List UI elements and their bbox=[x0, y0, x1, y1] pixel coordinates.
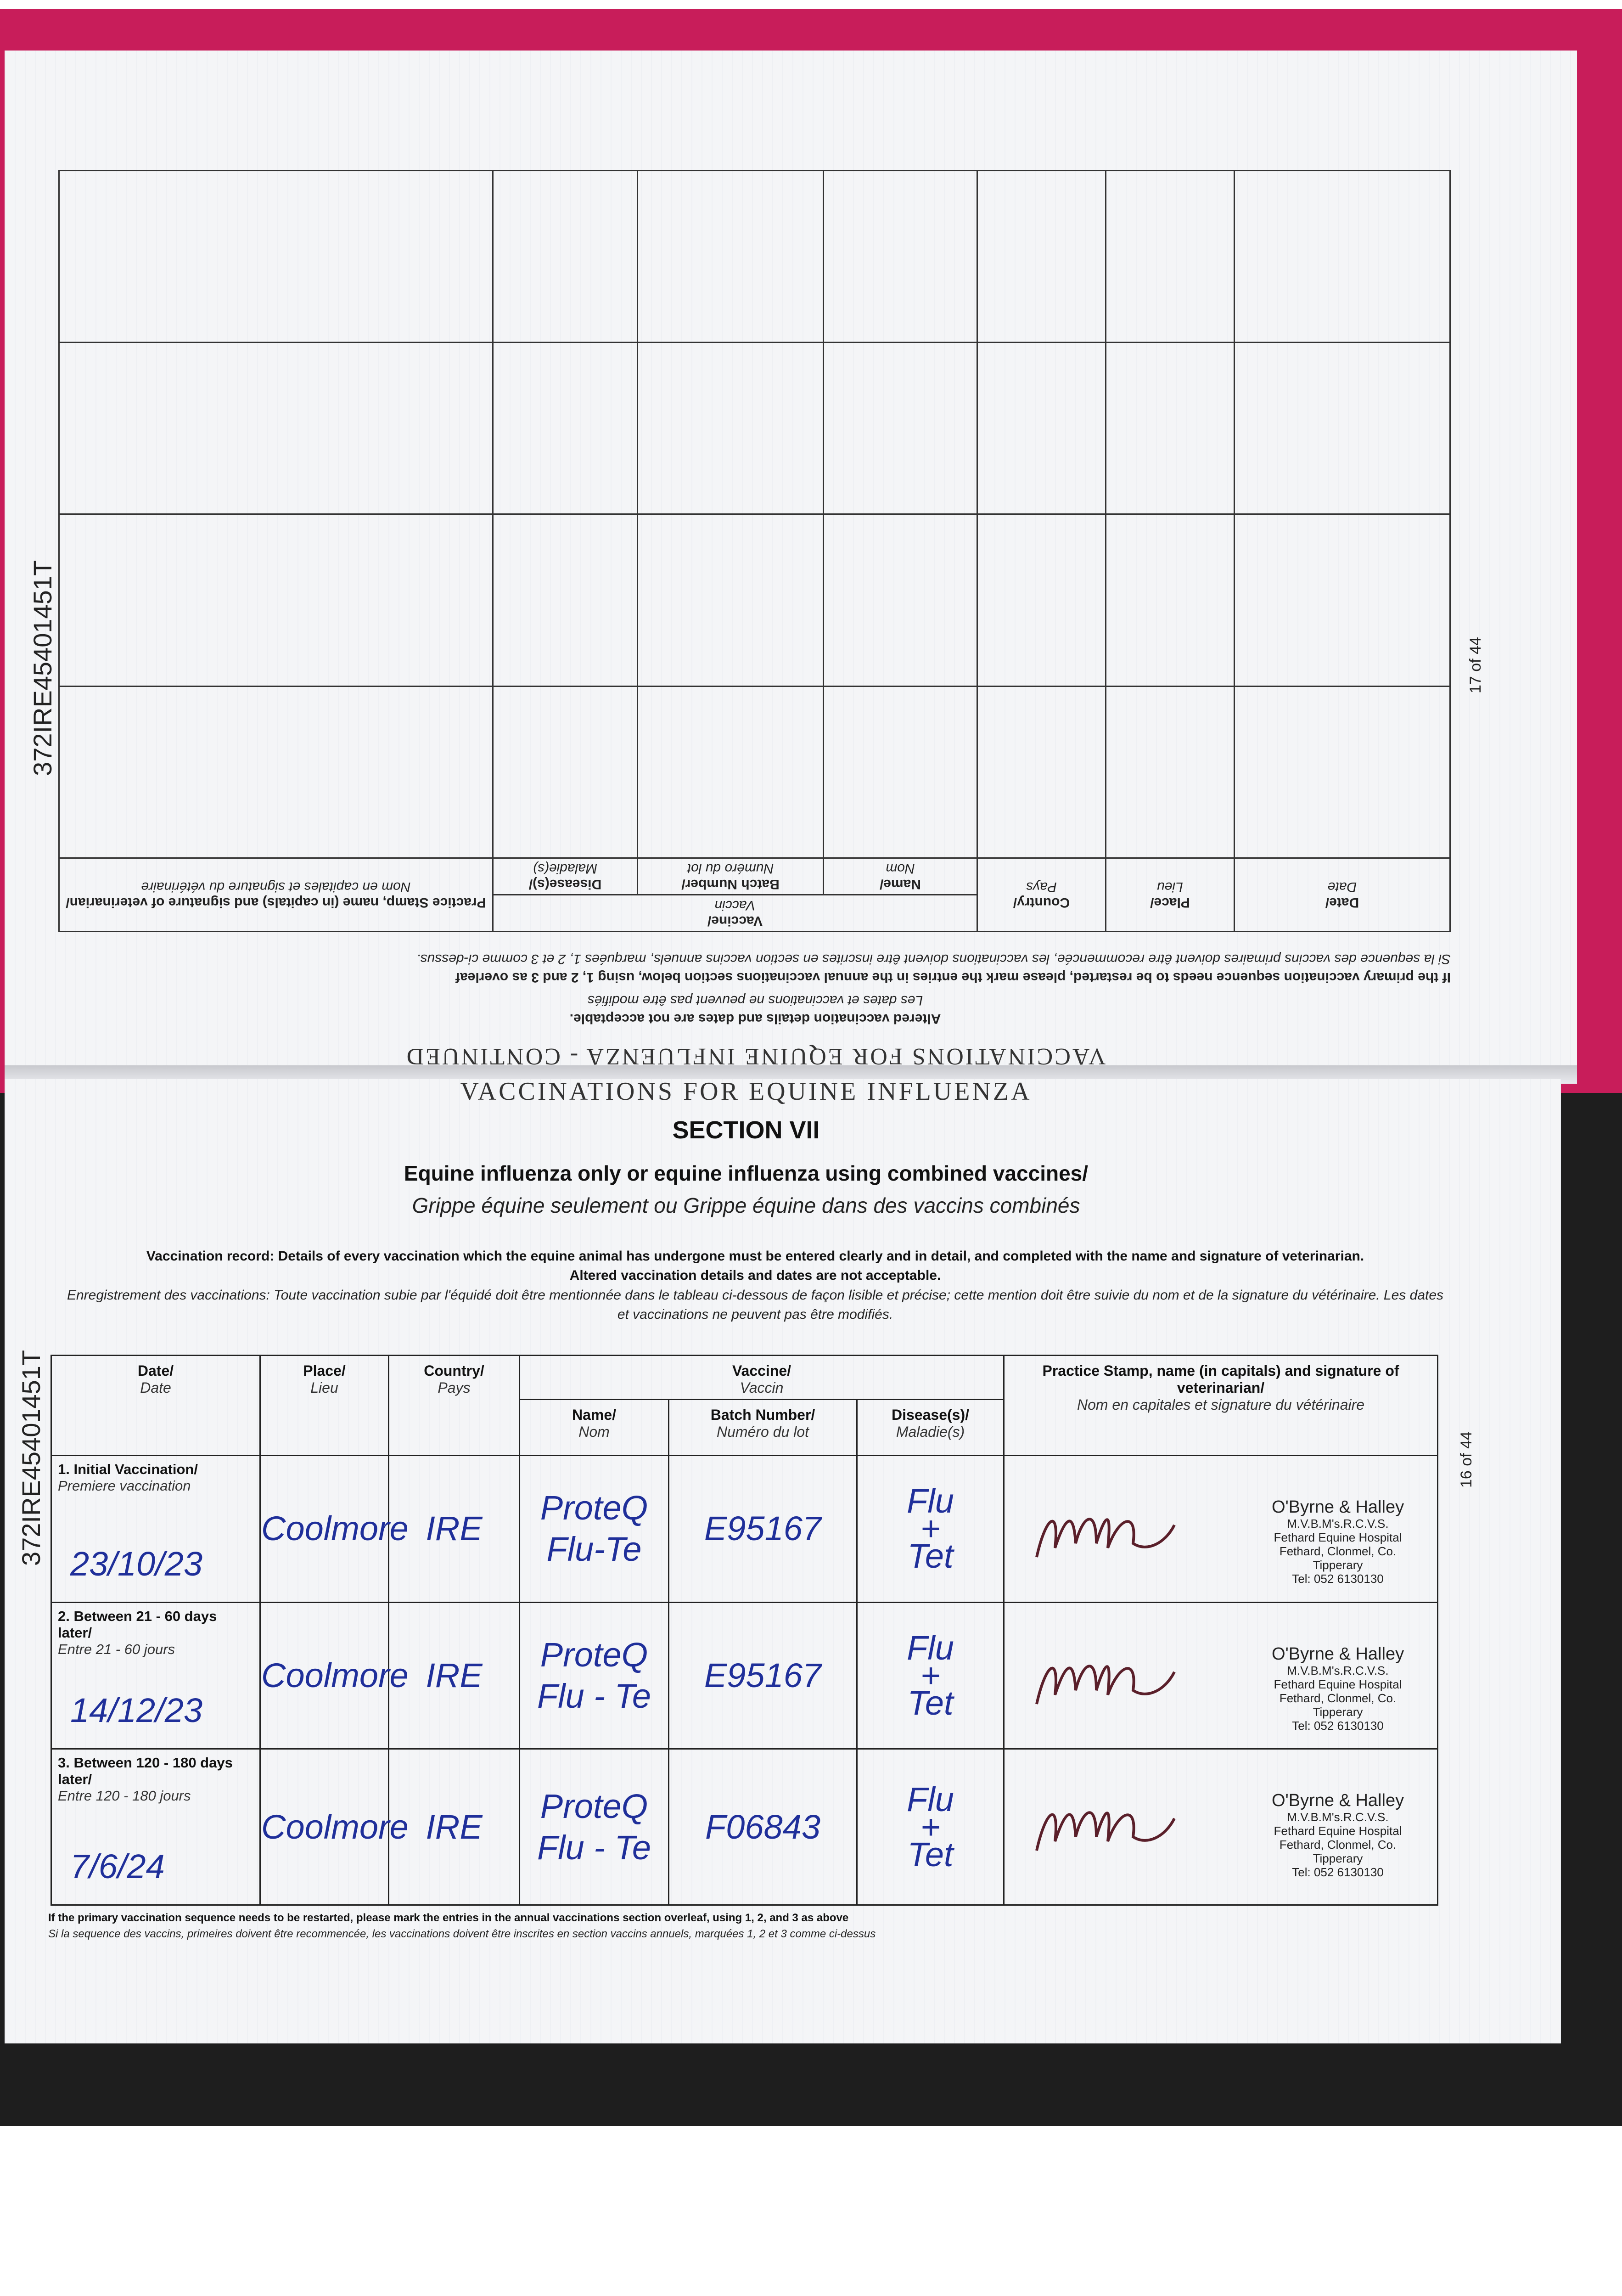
place-cell[interactable] bbox=[260, 1602, 409, 1749]
upper-col-stamp: Practice Stamp, name (in capitals) and signature of veterinarian/ Nom en capitales et signature du vétérinaire bbox=[59, 858, 493, 932]
upper-empty-row[interactable] bbox=[59, 171, 1450, 343]
date-cell[interactable] bbox=[51, 1456, 260, 1603]
vaccine-name-cell[interactable] bbox=[520, 1602, 669, 1749]
upper-col-disease: Disease(s)/ Maladie(s) bbox=[493, 858, 637, 895]
place-value: Coolmore bbox=[261, 1509, 409, 1548]
upper-col-date: Date/ Date bbox=[1235, 858, 1450, 932]
vaccine-name-line: ProteQ bbox=[540, 1787, 648, 1825]
place-value: Coolmore bbox=[261, 1656, 409, 1694]
disease-line: Flu bbox=[907, 1482, 954, 1520]
lower-page-number: 16 of 44 bbox=[1458, 1431, 1475, 1488]
col-batch-number: Batch Number/ Numéro du lot bbox=[669, 1400, 857, 1456]
upper-col-place: Place/ Lieu bbox=[1106, 858, 1235, 932]
date-cell[interactable] bbox=[51, 1602, 260, 1749]
upper-header-row bbox=[59, 895, 1450, 932]
date-cell[interactable] bbox=[51, 1749, 260, 1905]
upper-col-name: Name/ Nom bbox=[824, 858, 977, 895]
vaccination-row bbox=[51, 1456, 1438, 1603]
disease-line: Tet bbox=[907, 1683, 954, 1722]
vaccine-name-line: Flu-Te bbox=[546, 1530, 642, 1569]
disease-cell[interactable] bbox=[857, 1749, 1004, 1905]
upper-col-vaccine: Vaccine/ Vaccin bbox=[493, 895, 977, 932]
upper-page-number: 17 of 44 bbox=[1467, 637, 1484, 693]
country-value: IRE bbox=[426, 1509, 483, 1548]
vaccine-name-line: ProteQ bbox=[540, 1489, 648, 1527]
country-value: IRE bbox=[426, 1656, 483, 1694]
stamp-cell[interactable] bbox=[1004, 1602, 1438, 1749]
upper-restart-note: If the primary vaccination sequence needs to be restarted, please mark the entries in the annual vaccinations section below, using 1, 2 and 3 as overleaf bbox=[455, 970, 1451, 985]
disease-line: Flu bbox=[907, 1628, 954, 1667]
col-practice-stamp: Practice Stamp, name (in capitals) and signature of veterinarian/ Nom en capitales et signature du vétérinaire bbox=[1004, 1356, 1438, 1456]
vaccination-table bbox=[51, 1355, 1438, 1906]
upper-empty-row[interactable] bbox=[59, 686, 1450, 858]
vaccination-row bbox=[51, 1749, 1438, 1905]
col-place: Place/ Lieu bbox=[260, 1356, 389, 1456]
batch-value: E95167 bbox=[704, 1509, 822, 1548]
upper-document-id: 372IRE45401451T bbox=[28, 560, 57, 776]
section-subtitle-fr: Grippe équine seulement ou Grippe équine dans des vaccins combinés bbox=[412, 1193, 1080, 1217]
veterinarian-signature bbox=[1027, 1782, 1179, 1860]
vaccination-row bbox=[51, 1602, 1438, 1749]
vaccine-name-cell[interactable] bbox=[520, 1456, 669, 1603]
upper-altered-note-fr: Les dates et vaccinations ne peuvent pas être modifiés bbox=[587, 993, 923, 1008]
country-value: IRE bbox=[426, 1807, 483, 1846]
vaccination-date: 14/12/23 bbox=[70, 1691, 203, 1730]
vaccine-name-cell[interactable] bbox=[520, 1749, 669, 1905]
practice-stamp: O'Byrne & Halley M.V.B.M's.R.C.V.S. Fethard Equine Hospital Fethard, Clonmel, Co. Tipperary Tel: 052 6130130 bbox=[1271, 1497, 1404, 1586]
upper-empty-row[interactable] bbox=[59, 343, 1450, 514]
lower-document-id: 372IRE45401451T bbox=[17, 1350, 45, 1566]
disease-cell[interactable] bbox=[857, 1602, 1004, 1749]
col-date: Date/ Date bbox=[51, 1356, 260, 1456]
restart-note: If the primary vaccination sequence needs to be restarted, please mark the entries in the annual vaccinations section overleaf, using 1, 2, and 3 as above bbox=[48, 1912, 849, 1924]
upper-restart-note-fr: Si la sequence des vaccins primaires doivent être recommencée, les vaccinations doivent être inscrites en section vaccins annuels, marquées 1, 2 et 3 comme ci-dessus. bbox=[416, 951, 1451, 967]
place-cell[interactable] bbox=[260, 1456, 409, 1603]
col-vaccine: Vaccine/ Vaccin bbox=[520, 1356, 1004, 1400]
place-cell[interactable] bbox=[260, 1749, 409, 1905]
section-number: SECTION VII bbox=[672, 1116, 820, 1144]
veterinarian-signature bbox=[1027, 1635, 1179, 1713]
disease-line: + bbox=[920, 1656, 941, 1694]
disease-line: + bbox=[920, 1509, 941, 1548]
record-instructions-fr: Enregistrement des vaccinations: Toute vaccination subie par l'équidé doit être mentionnée dans le tableau ci-dessous de façon lisible et précise; cette mention doit être suivie du nom et de la signature du vétérinaire. Les dates et vaccinations ne peuvent pas être modifiés. bbox=[67, 1288, 1444, 1322]
upper-col-batch: Batch Number/ Numéro du lot bbox=[638, 858, 824, 895]
upper-vaccination-table bbox=[58, 170, 1451, 932]
practice-stamp: O'Byrne & Halley M.V.B.M's.R.C.V.S. Fethard Equine Hospital Fethard, Clonmel, Co. Tipperary Tel: 052 6130130 bbox=[1271, 1791, 1404, 1880]
practice-stamp: O'Byrne & Halley M.V.B.M's.R.C.V.S. Fethard Equine Hospital Fethard, Clonmel, Co. Tipperary Tel: 052 6130130 bbox=[1271, 1644, 1404, 1733]
batch-cell[interactable] bbox=[669, 1602, 857, 1749]
batch-value: F06843 bbox=[705, 1807, 820, 1846]
upper-altered-note: Altered vaccination details and dates are not acceptable. bbox=[569, 1011, 941, 1026]
record-instructions: Vaccination record: Details of every vaccination which the equine animal has undergone must be entered clearly and in detail, and completed with the name and signature of veterinarian. Altered vaccination details and dates are not acceptable. bbox=[146, 1249, 1364, 1283]
batch-cell[interactable] bbox=[669, 1749, 857, 1905]
upper-col-country: Country/ Pays bbox=[977, 858, 1106, 932]
stamp-cell[interactable] bbox=[1004, 1456, 1438, 1603]
veterinarian-signature bbox=[1027, 1488, 1179, 1566]
col-country: Country/ Pays bbox=[389, 1356, 520, 1456]
col-diseases: Disease(s)/ Maladie(s) bbox=[857, 1400, 1004, 1456]
disease-line: Flu bbox=[907, 1780, 954, 1818]
step-label: 2. Between 21 - 60 days later/ Entre 21 - 60 jours bbox=[58, 1608, 217, 1657]
vaccination-date: 7/6/24 bbox=[70, 1847, 165, 1885]
step-label: 1. Initial Vaccination/ Premiere vaccination bbox=[58, 1461, 198, 1494]
disease-cell[interactable] bbox=[857, 1456, 1004, 1603]
vaccine-name-line: ProteQ bbox=[540, 1635, 648, 1674]
table-header-row bbox=[51, 1356, 1438, 1400]
batch-cell[interactable] bbox=[669, 1456, 857, 1603]
vaccine-name-line: Flu - Te bbox=[537, 1677, 651, 1715]
vaccination-date: 23/10/23 bbox=[70, 1544, 203, 1583]
section-heading: VACCINATIONS FOR EQUINE INFLUENZA bbox=[460, 1077, 1032, 1106]
step-label: 3. Between 120 - 180 days later/ Entre 120 - 180 jours bbox=[58, 1755, 233, 1804]
stamp-cell[interactable] bbox=[1004, 1749, 1438, 1905]
disease-line: + bbox=[920, 1807, 941, 1846]
upper-page-heading: VACCINATIONS FOR EQUINE INFLUENZA - CONTINUED bbox=[404, 1043, 1106, 1069]
upper-page-content bbox=[60, 170, 1451, 1070]
upper-empty-row[interactable] bbox=[59, 514, 1450, 686]
section-subtitle: Equine influenza only or equine influenza using combined vaccines/ bbox=[404, 1161, 1089, 1185]
place-value: Coolmore bbox=[261, 1807, 409, 1846]
disease-line: Tet bbox=[907, 1835, 954, 1874]
batch-value: E95167 bbox=[704, 1656, 822, 1694]
vaccine-name-line: Flu - Te bbox=[537, 1828, 651, 1867]
restart-note-fr: Si la sequence des vaccins, primeires doivent être recommencée, les vaccinations doivent être inscrites en section vaccins annuels, marquées 1, 2 et 3 comme ci-dessus bbox=[48, 1928, 876, 1940]
disease-line: Tet bbox=[907, 1537, 954, 1576]
col-vaccine-name: Name/ Nom bbox=[520, 1400, 669, 1456]
